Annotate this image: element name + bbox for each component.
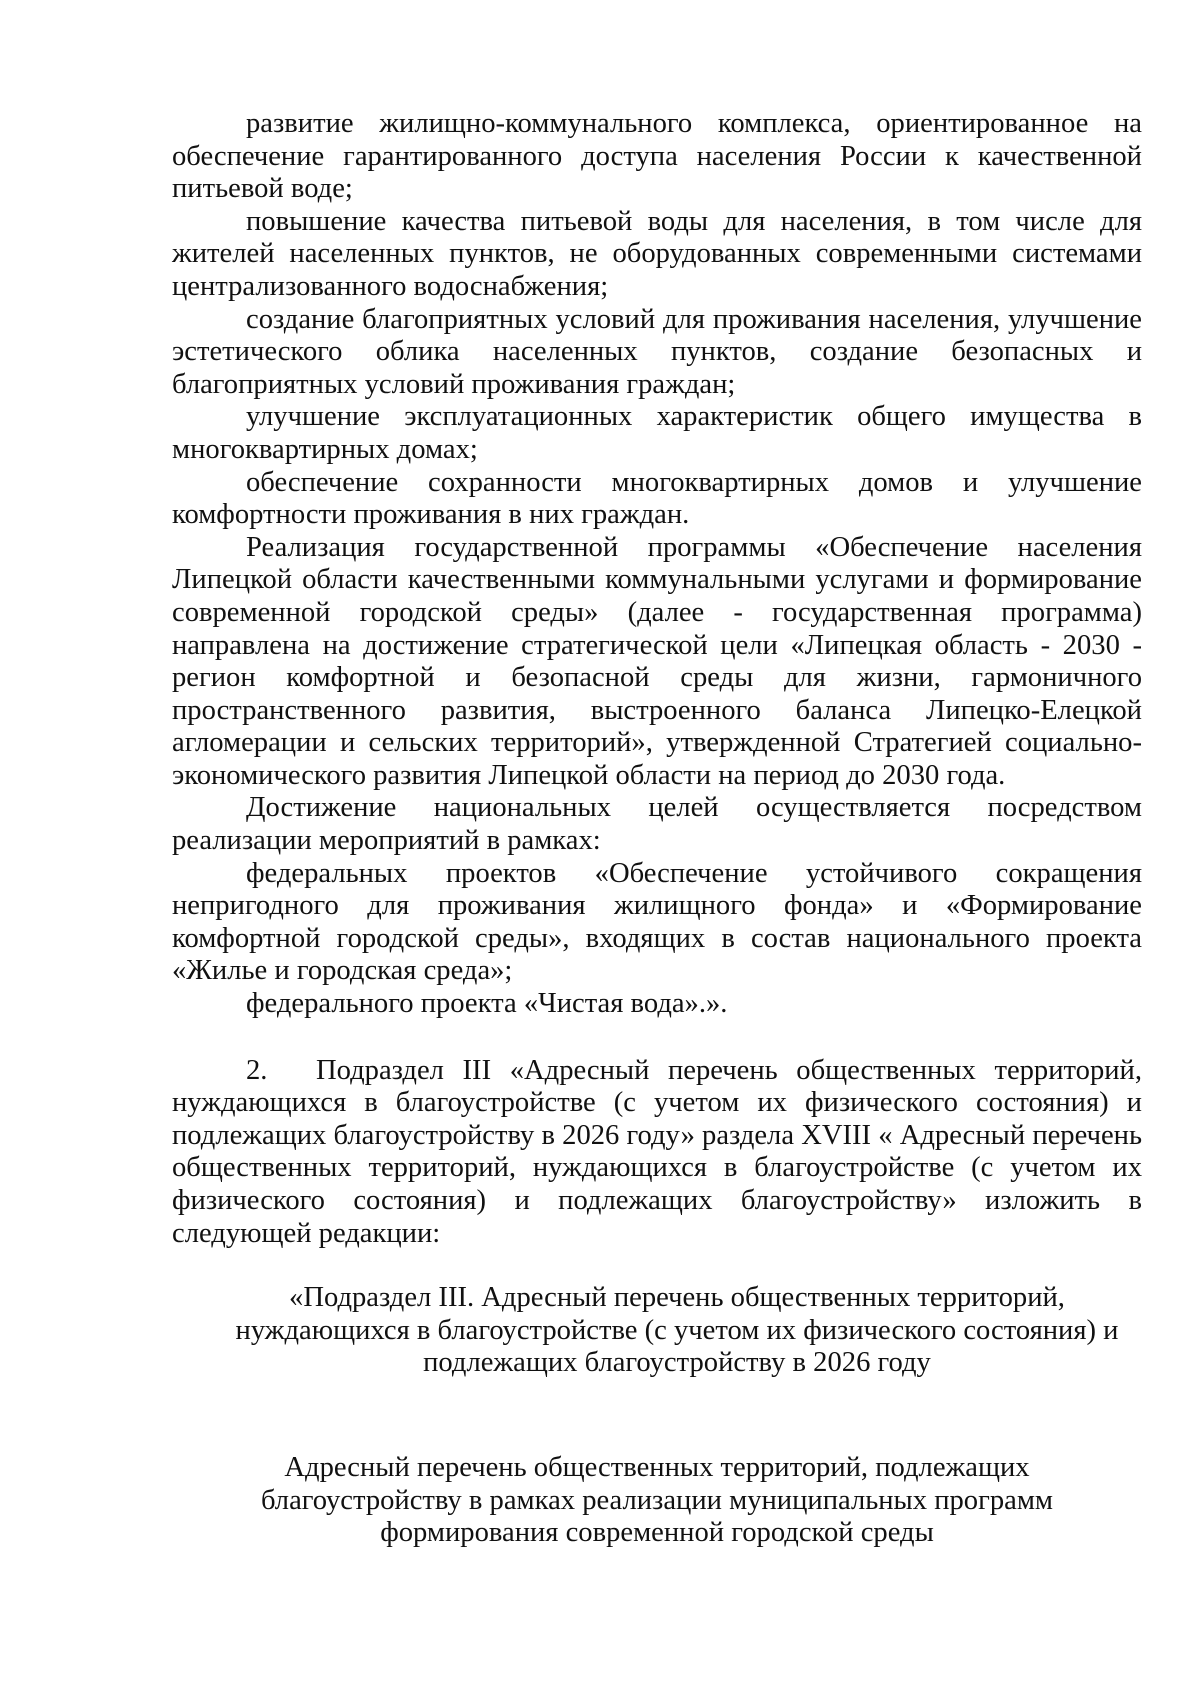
list-heading-line2: благоустройству в рамках реализации муниципальных программ (260, 1484, 1054, 1516)
item-number: 2. (246, 1054, 268, 1086)
paragraph-favorable-conditions: создание благоприятных условий для проживания населения, улучшение эстетического облика населенных пунктов, создание безопасных и благоприятных условий проживания граждан; (172, 303, 1142, 400)
subsection-heading (172, 1282, 1182, 1380)
section-gap (172, 1021, 1142, 1055)
paragraph-common-property: улучшение эксплуатационных характеристик общего имущества в многоквартирных домах; (172, 401, 1142, 465)
subsection-heading-line2: нуждающихся в благоустройстве (с учетом их физического состояния) и (235, 1314, 1119, 1346)
list-heading-line1: Адресный перечень общественных территорий, подлежащих (284, 1452, 1030, 1483)
subsection-heading-line1: «Подраздел III. Адресный перечень общественных территорий, (289, 1282, 1065, 1313)
subsection-heading-line3: подлежащих благоустройству в 2026 году (423, 1347, 931, 1379)
paragraph-national-goals: Достижение национальных целей осуществляется посредством реализации мероприятий в рамках: (172, 792, 1142, 857)
paragraph-federal-projects: федеральных проектов «Обеспечение устойчивого сокращения непригодного для проживания жилищного фонда» и «Формирование комфортной городской среды», входящих в состав национального проекта «Жилье и городская среда»; (172, 857, 1142, 987)
list-heading (172, 1452, 1142, 1550)
item-text: Подраздел III «Адресный перечень общественных территорий, нуждающихся в благоустройстве (с учетом их физического состояния) и подлежащих благоустройству в 2026 году» раздела XVIII « Адресный перечень общественных территорий, нуждающихся в благоустройстве (с учетом их физического состояния) и подлежащих благоустройству» изложить в следующей редакции: (172, 1054, 1142, 1249)
paragraph-water-quality: повышение качества питьевой воды для населения, в том числе для жителей населенных пунктов, не оборудованных современными системами централизованного водоснабжения; (172, 205, 1142, 302)
paragraph-housing-development: развитие жилищно-коммунального комплекса, ориентированное на обеспечение гарантированного доступа населения России к качественной питьевой воде; (172, 108, 1142, 205)
list-heading-line3: формирования современной городской среды (380, 1517, 934, 1549)
paragraph-program-implementation: Реализация государственной программы «Обеспечение населения Липецкой области качественными коммунальными услугами и формирование современной городской среды» (далее - государственная программа) направлена на достижение стратегической цели «Липецкая область - 2030 - регион комфортной и безопасной среды для жизни, гармоничного пространственного развития, выстроенного баланса Липецко-Елецкой агломерации и сельских территорий», утвержденной Стратегией социально-экономического развития Липецкой области на период до 2030 года. (172, 531, 1142, 791)
document-body (172, 108, 1142, 1250)
paragraph-building-preservation: обеспечение сохранности многоквартирных домов и улучшение комфортности проживания в них граждан. (172, 466, 1142, 531)
numbered-item-2 (172, 1055, 1142, 1251)
paragraph-clean-water: федерального проекта «Чистая вода».». (246, 988, 728, 1020)
